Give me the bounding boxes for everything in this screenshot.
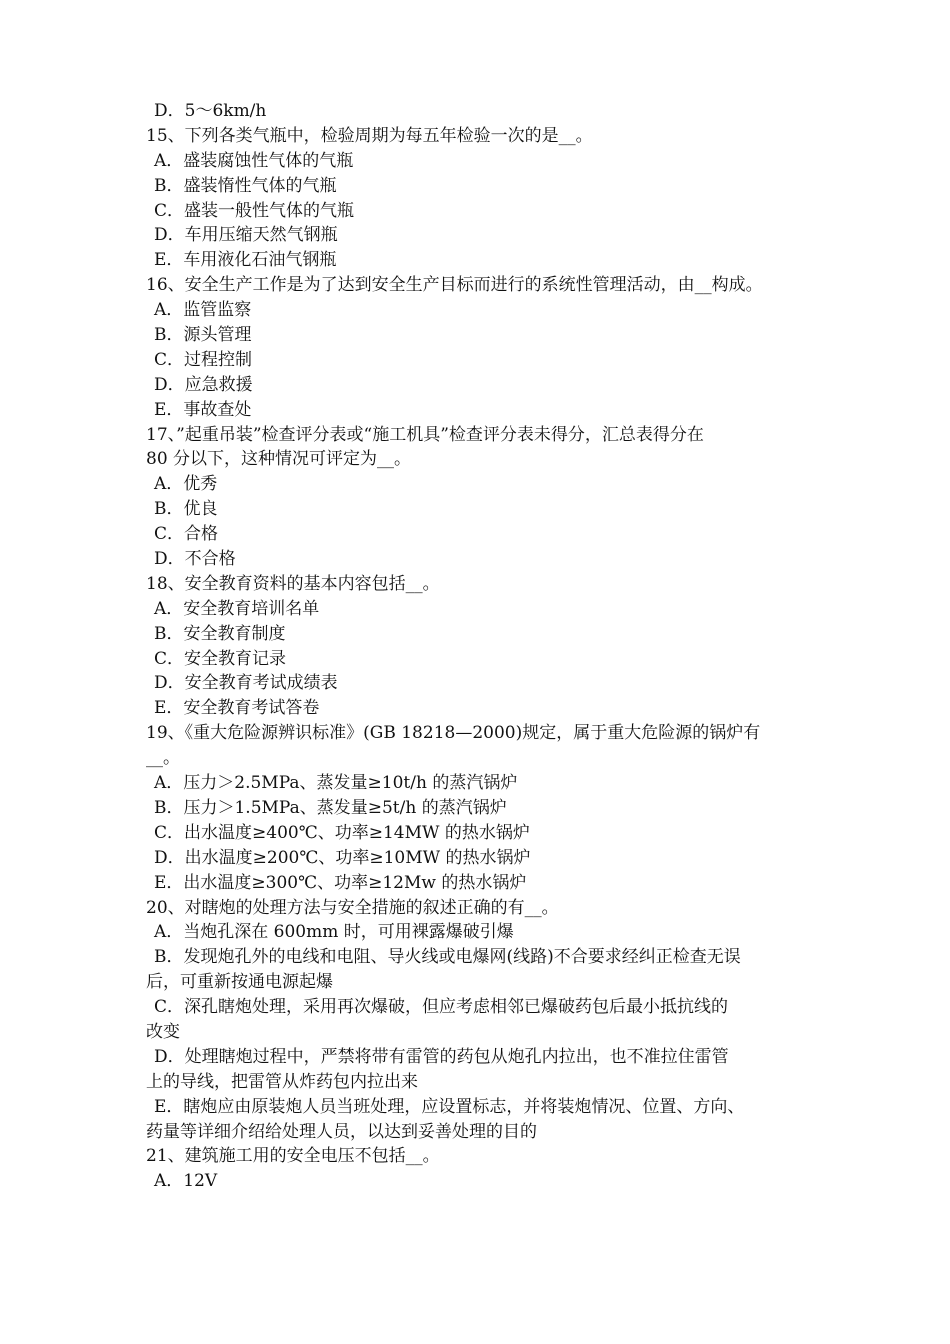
answer-option-line: B．盛装惰性气体的气瓶 [154, 175, 337, 196]
answer-option-line: D．不合格 [154, 549, 236, 570]
answer-option-line: C．深孔瞎炮处理，采用再次爆破，但应考虑相邻已爆破药包后最小抵抗线的 [154, 997, 729, 1018]
answer-option-line: D．车用压缩天然气钢瓶 [154, 225, 338, 246]
answer-option-line: D．出水温度≥200℃、功率≥10MW 的热水锅炉 [154, 847, 531, 868]
answer-option-line: B．发现炮孔外的电线和电阻、导火线或电爆网(线路)不合要求经纠正检查无误 [154, 947, 741, 968]
answer-option-line: B．安全教育制度 [154, 623, 286, 644]
document-page [146, 99, 816, 1194]
question-text-line: 药量等详细介绍给处理人员，以达到妥善处理的目的 [146, 1121, 537, 1142]
answer-option-line: D．处理瞎炮过程中，严禁将带有雷管的药包从炮孔内拉出，也不准拉住雷管 [154, 1046, 729, 1067]
answer-option-line: A．12V [154, 1171, 218, 1192]
question-text-line: 上的导线，把雷管从炸药包内拉出来 [146, 1071, 418, 1092]
answer-option-line: B．压力＞1.5MPa、蒸发量≥5t/h 的蒸汽锅炉 [154, 797, 507, 818]
answer-option-line: C．出水温度≥400℃、功率≥14MW 的热水锅炉 [154, 822, 530, 843]
question-text-line: 80 分以下，这种情况可评定为__。 [146, 449, 412, 470]
question-text-line: 18、安全教育资料的基本内容包括__。 [146, 573, 440, 594]
answer-option-line: E．车用液化石油气钢瓶 [154, 250, 337, 271]
question-text-line: 19、《重大危险源辨识标准》(GB 18218—2000)规定，属于重大危险源的锅炉有 [146, 723, 761, 744]
answer-option-line: A．优秀 [154, 474, 218, 495]
question-text-line: 17、”起重吊装”检查评分表或“施工机具”检查评分表未得分，汇总表得分在 [146, 424, 704, 445]
answer-option-line: C．安全教育记录 [154, 648, 287, 669]
answer-option-line: A．当炮孔深在 600mm 时，可用裸露爆破引爆 [154, 922, 514, 943]
answer-option-line: E．出水温度≥300℃、功率≥12Mw 的热水锅炉 [154, 872, 527, 893]
answer-option-line: D．5～6km/h [154, 101, 267, 121]
question-text-line: 16、安全生产工作是为了达到安全生产目标而进行的系统性管理活动，由__构成。 [146, 275, 763, 296]
answer-option-line: C．合格 [154, 524, 219, 545]
question-text-line: 改变 [146, 1021, 180, 1042]
answer-option-line: A．监管监察 [154, 300, 252, 321]
question-text-line: 后，可重新按通电源起爆 [146, 972, 333, 993]
answer-option-line: A．安全教育培训名单 [154, 598, 320, 619]
answer-option-line: B．源头管理 [154, 325, 252, 346]
answer-option-line: D．安全教育考试成绩表 [154, 673, 338, 694]
question-text-line: __。 [146, 748, 180, 769]
answer-option-line: E．安全教育考试答卷 [154, 698, 320, 719]
answer-option-line: C．盛装一般性气体的气瓶 [154, 200, 355, 221]
answer-option-line: A．压力＞2.5MPa、蒸发量≥10t/h 的蒸汽锅炉 [154, 773, 518, 794]
question-text-line: 21、建筑施工用的安全电压不包括__。 [146, 1146, 440, 1167]
answer-option-line: D．应急救援 [154, 374, 253, 395]
answer-option-line: C．过程控制 [154, 349, 253, 370]
answer-option-line: A．盛装腐蚀性气体的气瓶 [154, 150, 354, 171]
answer-option-line: B．优良 [154, 499, 218, 520]
question-text-line: 15、下列各类气瓶中，检验周期为每五年检验一次的是__。 [146, 125, 593, 146]
answer-option-line: E．事故查处 [154, 399, 252, 420]
question-text-line: 20、对瞎炮的处理方法与安全措施的叙述正确的有__。 [146, 897, 559, 918]
answer-option-line: E．瞎炮应由原装炮人员当班处理，应设置标志，并将装炮情况、位置、方向、 [154, 1096, 745, 1117]
